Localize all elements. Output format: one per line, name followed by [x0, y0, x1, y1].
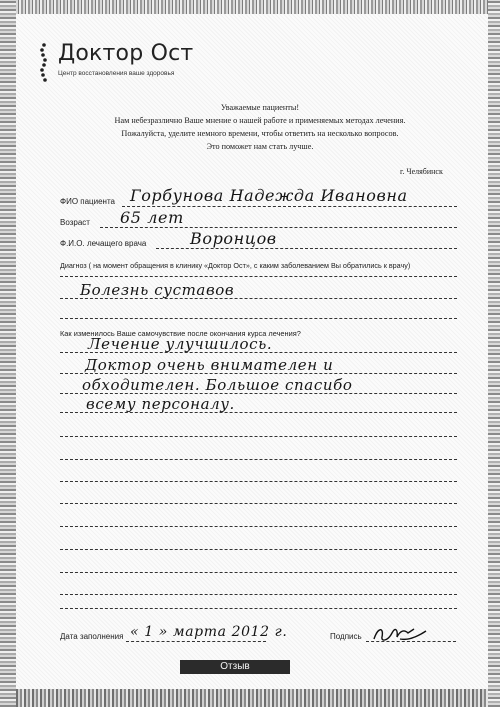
scan-border-left [0, 0, 16, 707]
feeling-line-2: Доктор очень внимателен и [85, 356, 334, 374]
feeling-rule-1 [60, 352, 457, 353]
signature-label: Подпись [330, 632, 362, 641]
blank-line [60, 503, 457, 504]
scan-border-top [0, 0, 500, 14]
age-underline [100, 227, 457, 228]
intro-line-2: Пожалуйста, уделите немного времени, чтобы ответить на несколько вопросов. [121, 129, 399, 138]
feeling-rule-2 [60, 373, 457, 374]
date-label: Дата заполнения [60, 632, 124, 641]
blank-line [60, 459, 457, 460]
blank-line [60, 549, 457, 550]
date-underline [126, 641, 266, 642]
bottom-stamp: Отзыв [180, 660, 290, 674]
diagnosis-line-3 [60, 318, 457, 319]
age-label: Возраст [60, 218, 90, 227]
blank-line [60, 594, 457, 595]
fio-underline [122, 206, 457, 207]
feeling-line-4: всему персоналу. [86, 395, 235, 413]
blank-line [60, 436, 457, 437]
blank-line [60, 572, 457, 573]
blank-line [60, 526, 457, 527]
signature-underline [366, 641, 456, 642]
intro-text [60, 101, 460, 153]
feeling-line-1: Лечение улучшилось. [88, 335, 273, 353]
doctor-underline [156, 248, 457, 249]
date-value: « 1 » марта 2012 г. [130, 624, 288, 640]
feeling-rule-4 [60, 412, 457, 413]
diagnosis-value: Болезнь суставов [80, 281, 235, 299]
brand-tagline: Центр восстановления ваше здоровья [58, 70, 175, 77]
intro-line-3: Это поможет нам стать лучше. [206, 142, 314, 151]
doctor-value: Воронцов [190, 229, 277, 248]
brand-name: Доктор Ост [58, 41, 194, 66]
spine-logo-icon [34, 42, 54, 82]
fio-value: Горбунова Надежда Ивановна [130, 186, 408, 205]
blank-line [60, 481, 457, 482]
intro-line-1: Нам небезразлично Ваше мнение о нашей работе и применяемых методах лечения. [114, 116, 406, 125]
doctor-label: Ф.И.О. лечащего врача [60, 239, 147, 248]
blank-line [60, 608, 457, 609]
feeling-label: Как изменилось Ваше самочувствие после окончания курса лечения? [60, 329, 301, 338]
fio-label: ФИО пациента [60, 197, 115, 206]
diagnosis-label: Диагноз ( на момент обращения в клинику «Доктор Ост», с каким заболеванием Вы обратились к врачу) [60, 261, 411, 270]
diagnosis-line-2 [60, 298, 457, 299]
age-value: 65 лет [120, 208, 184, 227]
greeting: Уважаемые пациенты! [220, 103, 300, 112]
feeling-rule-3 [60, 393, 457, 394]
city-name: г. Челябинск [400, 167, 443, 176]
diagnosis-line-1 [60, 276, 457, 277]
scan-border-bottom [0, 689, 500, 707]
clinic-logo [34, 42, 193, 82]
feeling-line-3: обходителен. Большое спасибо [82, 376, 353, 394]
scan-border-right [488, 0, 500, 707]
